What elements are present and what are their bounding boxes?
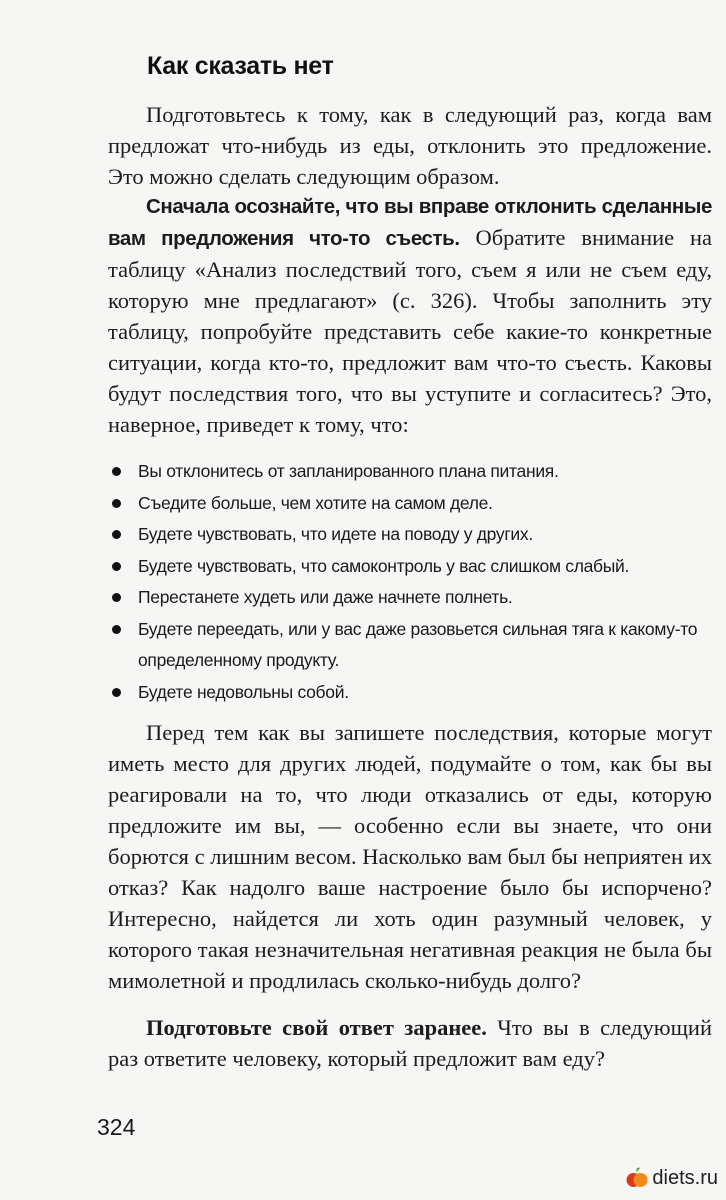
list-item: Съедите больше, чем хотите на самом деле. — [108, 488, 712, 520]
apple-logo-icon — [626, 1166, 648, 1190]
list-item: Будете переедать, или у вас даже разовьется сильная тяга к какому-то определенному продукту. — [108, 614, 712, 677]
paragraph-prepare — [108, 1012, 712, 1074]
watermark-text: diets.ru — [652, 1166, 718, 1189]
page-number: 324 — [97, 1114, 136, 1140]
paragraph-bold-lead: Подготовьте свой ответ заранее. — [146, 1015, 487, 1040]
list-item: Перестанете худеть или даже начнете полнеть. — [108, 582, 712, 614]
list-item: Будете чувствовать, что идете на поводу у других. — [108, 519, 712, 551]
section-heading: Как сказать нет — [147, 52, 334, 80]
paragraph-body: Что вы в следующий раз ответите человеку, который предложит вам еду? — [108, 1015, 712, 1071]
paragraph-others: Перед тем как вы запишете последствия, которые могут иметь место для других людей, подумайте о том, как бы вы реагировали на то, что люди отказались от еды, которую предложите им вы, — особенно если вы знаете, что они борются с лишним весом. Насколько вам был бы неприятен их отказ? Как надолго ваше настроение было бы испорчено? Интересно, найдется ли хоть один разумный человек, у которого такая незначительная негативная реакция не была бы мимолетной и продлилась сколько-нибудь долго? — [108, 720, 712, 993]
paragraph-consequences — [108, 190, 712, 440]
list-item: Будете чувствовать, что самоконтроль у вас слишком слабый. — [108, 551, 712, 583]
list-item: Будете недовольны собой. — [108, 677, 712, 709]
paragraph-bold-lead: Сначала осознайте, что вы вправе отклонить сделанные вам предложения что-то съесть. — [108, 195, 712, 250]
site-watermark[interactable] — [626, 1166, 718, 1190]
list-item: Вы отклонитесь от запланированного плана питания. — [108, 456, 712, 488]
paragraph-body: Обратите внимание на таблицу «Анализ последствий того, съем я или не съем еду, которую мне предлагают» (с. 326). Чтобы заполнить эту таблицу, попробуйте представить себе какие-то конкретные ситуации, когда кто-то, предложит вам что-то съесть. Каковы будут последствия того, что вы уступите и согласитесь? Это, наверное, приведет к тому, что: — [108, 225, 712, 437]
consequence-list — [108, 456, 712, 708]
paragraph-intro: Подготовьтесь к тому, как в следующий раз, когда вам предложат что-нибудь из еды, отклонить это предложение. Это можно сделать следующим образом. — [108, 102, 712, 189]
